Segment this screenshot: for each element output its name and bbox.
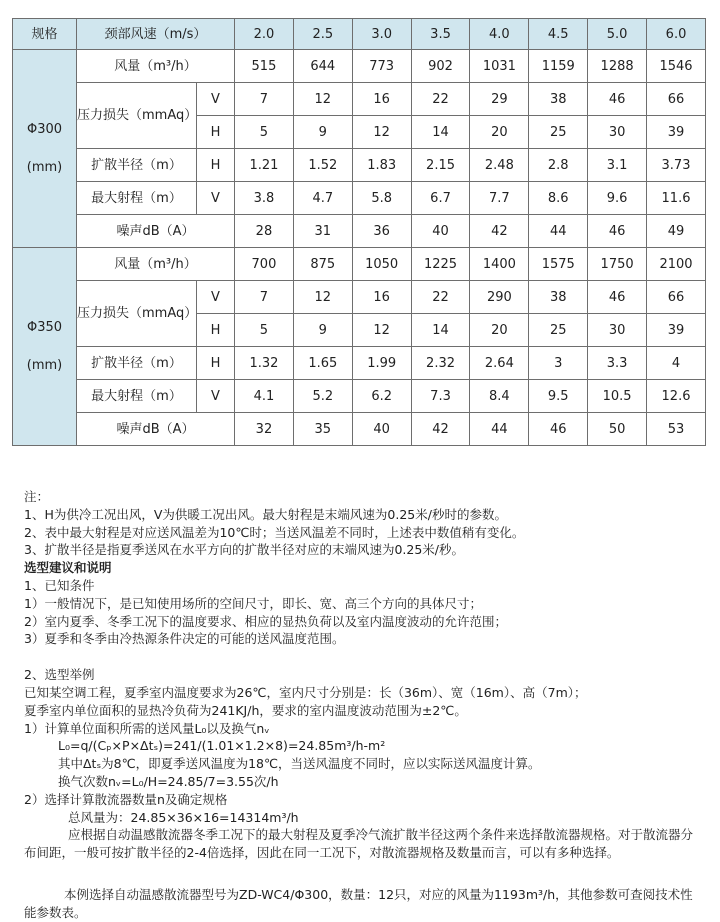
value-cell: 1750 (588, 248, 647, 281)
value-cell: 773 (352, 50, 411, 83)
value-cell: 12 (293, 281, 352, 314)
spec-table (12, 18, 706, 446)
selection-result: 本例选择自动温感散流器型号为ZD-WC4/Φ300，数量：12只，对应的风量为1193m³/h，其他参数可查阅技术性能参数表。 (24, 886, 693, 920)
value-cell: 50 (588, 413, 647, 446)
value-cell: 8.6 (529, 182, 588, 215)
row-side-v: V (197, 182, 235, 215)
value-cell: 39 (647, 314, 706, 347)
known-conditions-title: 1、已知条件 (24, 577, 95, 593)
value-cell: 12 (293, 83, 352, 116)
example-step-2: 2）选择计算散流器数量n及确定规格 (24, 791, 228, 807)
example-line-a: 已知某空调工程，夏季室内温度要求为26℃，室内尺寸分别是：长（36m）、宽（16m）、高（7m）； (24, 684, 587, 700)
row-label-pressure: 压力损失（mmAq） (77, 281, 197, 347)
value-cell: 14 (411, 116, 470, 149)
header-speed: 3.5 (411, 19, 470, 50)
value-cell: 6.2 (352, 380, 411, 413)
row-label-noise: 噪声dB（A） (77, 413, 235, 446)
formula-note: 其中Δtₛ为8℃，即夏季送风温度为18℃，当送风温度不同时，应以实际送风温度计算。 (58, 756, 541, 772)
value-cell: 22 (411, 83, 470, 116)
value-cell: 9.5 (529, 380, 588, 413)
value-cell: 1225 (411, 248, 470, 281)
row-side-h: H (197, 347, 235, 380)
value-cell: 1050 (352, 248, 411, 281)
value-cell: 36 (352, 215, 411, 248)
value-cell: 16 (352, 83, 411, 116)
notes-title: 注： (24, 489, 50, 504)
row-label-noise: 噪声dB（A） (77, 215, 235, 248)
row-side-v: V (197, 83, 235, 116)
value-cell: 39 (647, 116, 706, 149)
value-cell: 25 (529, 116, 588, 149)
header-speed: 3.0 (352, 19, 411, 50)
example-title: 2、选型举例 (24, 667, 95, 683)
row-side-v: V (197, 281, 235, 314)
row-label-radius: 扩散半径（m） (77, 149, 197, 182)
value-cell: 32 (235, 413, 294, 446)
model-unit: (mm) (26, 159, 63, 175)
value-cell: 2.32 (411, 347, 470, 380)
row-side-h: H (197, 116, 235, 149)
value-cell: 66 (647, 83, 706, 116)
value-cell: 3.8 (235, 182, 294, 215)
table-row (13, 149, 706, 182)
value-cell: 40 (411, 215, 470, 248)
value-cell: 42 (411, 413, 470, 446)
model-cell (13, 50, 77, 248)
value-cell: 7 (235, 281, 294, 314)
known-condition-2: 2）室内夏季、冬季工况下的温度要求、相应的显热负荷以及室内温度波动的允许范围； (24, 613, 507, 629)
value-cell: 30 (588, 314, 647, 347)
value-cell: 20 (470, 116, 529, 149)
value-cell: 38 (529, 83, 588, 116)
header-speed: 2.5 (293, 19, 352, 50)
value-cell: 38 (529, 281, 588, 314)
value-cell: 5 (235, 116, 294, 149)
value-cell: 7.7 (470, 182, 529, 215)
row-side-h: H (197, 314, 235, 347)
value-cell: 2.64 (470, 347, 529, 380)
value-cell: 35 (293, 413, 352, 446)
value-cell: 66 (647, 281, 706, 314)
value-cell: 3.73 (647, 149, 706, 182)
value-cell: 7 (235, 83, 294, 116)
header-speed: 5.0 (588, 19, 647, 50)
value-cell: 1546 (647, 50, 706, 83)
formula-air-changes: 换气次数nᵥ=L₀/H=24.85/7=3.55次/h (58, 773, 279, 789)
value-cell: 1.99 (352, 347, 411, 380)
value-cell: 1.52 (293, 149, 352, 182)
header-neck-speed: 颈部风速（m/s） (77, 19, 235, 50)
value-cell: 29 (470, 83, 529, 116)
note-1: 1、H为供冷工况出风，V为供暖工况出风。最大射程是末端风速为0.25米/秒时的参数。 (24, 506, 507, 522)
section-title: 选型建议和说明 (24, 560, 112, 576)
value-cell: 40 (352, 413, 411, 446)
value-cell: 44 (470, 413, 529, 446)
value-cell: 4.7 (293, 182, 352, 215)
known-condition-3: 3）夏季和冬季由冷热源条件决定的可能的送风温度范围。 (24, 631, 345, 647)
value-cell: 12 (352, 116, 411, 149)
note-2: 2、表中最大射程是对应送风温差为10℃时；当送风温差不同时，上述表中数值稍有变化。 (24, 524, 525, 540)
value-cell: 12 (352, 314, 411, 347)
value-cell: 42 (470, 215, 529, 248)
value-cell: 6.7 (411, 182, 470, 215)
value-cell: 644 (293, 50, 352, 83)
value-cell: 1.32 (235, 347, 294, 380)
value-cell: 14 (411, 314, 470, 347)
value-cell: 515 (235, 50, 294, 83)
value-cell: 2.8 (529, 149, 588, 182)
value-cell: 1.65 (293, 347, 352, 380)
value-cell: 1031 (470, 50, 529, 83)
table-row (13, 248, 706, 281)
table-header-row (13, 19, 706, 50)
value-cell: 11.6 (647, 182, 706, 215)
table-row (13, 347, 706, 380)
value-cell: 46 (588, 281, 647, 314)
row-label-airflow: 风量（m³/h） (77, 248, 235, 281)
model-cell (13, 248, 77, 446)
value-cell: 1.21 (235, 149, 294, 182)
header-speed: 4.5 (529, 19, 588, 50)
value-cell: 902 (411, 50, 470, 83)
note-3: 3、扩散半径是指夏季送风在水平方向的扩散半径对应的末端风速为0.25米/秒。 (24, 542, 464, 558)
value-cell: 2.48 (470, 149, 529, 182)
value-cell: 9 (293, 314, 352, 347)
table-row (13, 182, 706, 215)
table-row (13, 281, 706, 314)
value-cell: 46 (588, 215, 647, 248)
value-cell: 9.6 (588, 182, 647, 215)
selection-explanation: 应根据自动温感散流器冬季工况下的最大射程及夏季冷气流扩散半径这两个条件来选择散流器规格。对于散流器分布间距，一般可按扩散半径的2-4倍选择，因此在同一工况下，对散流器规格及数量而言，可以有多种选择。 (24, 827, 694, 861)
model-unit: (mm) (26, 357, 63, 373)
value-cell: 53 (647, 413, 706, 446)
value-cell: 30 (588, 116, 647, 149)
header-model: 规格 (13, 19, 77, 50)
value-cell: 5.8 (352, 182, 411, 215)
value-cell: 1400 (470, 248, 529, 281)
row-label-radius: 扩散半径（m） (77, 347, 197, 380)
table-row (13, 413, 706, 446)
value-cell: 1.83 (352, 149, 411, 182)
value-cell: 1159 (529, 50, 588, 83)
value-cell: 10.5 (588, 380, 647, 413)
value-cell: 9 (293, 116, 352, 149)
value-cell: 875 (293, 248, 352, 281)
value-cell: 1575 (529, 248, 588, 281)
value-cell: 44 (529, 215, 588, 248)
table-body (13, 50, 706, 446)
table-row (13, 50, 706, 83)
value-cell: 3 (529, 347, 588, 380)
value-cell: 46 (529, 413, 588, 446)
table-row (13, 215, 706, 248)
value-cell: 290 (470, 281, 529, 314)
table-row (13, 380, 706, 413)
value-cell: 31 (293, 215, 352, 248)
row-side-v: V (197, 380, 235, 413)
table-row (13, 83, 706, 116)
value-cell: 25 (529, 314, 588, 347)
notes-section (24, 488, 704, 922)
known-condition-1: 1）一般情况下，是已知使用场所的空间尺寸，即长、宽、高三个方向的具体尺寸； (24, 595, 482, 611)
row-label-throw: 最大射程（m） (77, 380, 197, 413)
example-line-b: 夏季室内单位面积的显热冷负荷为241KJ/h，要求的室内温度波动范围为±2℃。 (24, 702, 467, 718)
value-cell: 22 (411, 281, 470, 314)
value-cell: 5 (235, 314, 294, 347)
row-label-throw: 最大射程（m） (77, 182, 197, 215)
value-cell: 46 (588, 83, 647, 116)
value-cell: 20 (470, 314, 529, 347)
row-side-h: H (197, 149, 235, 182)
value-cell: 1288 (588, 50, 647, 83)
value-cell: 700 (235, 248, 294, 281)
value-cell: 12.6 (647, 380, 706, 413)
header-speed: 4.0 (470, 19, 529, 50)
value-cell: 4.1 (235, 380, 294, 413)
example-step-1: 1）计算单位面积所需的送风量L₀以及换气nᵥ (24, 720, 270, 736)
formula-airflow: L₀=q/(Cₚ×P×Δtₛ)=241/(1.01×1.2×8)=24.85m³/h-m² (58, 738, 386, 754)
row-label-airflow: 风量（m³/h） (77, 50, 235, 83)
value-cell: 4 (647, 347, 706, 380)
model-size: Φ350 (26, 319, 63, 335)
value-cell: 8.4 (470, 380, 529, 413)
value-cell: 5.2 (293, 380, 352, 413)
header-speed: 6.0 (647, 19, 706, 50)
header-speed: 2.0 (235, 19, 294, 50)
value-cell: 3.1 (588, 149, 647, 182)
total-airflow: 总风量为：24.85×36×16=14314m³/h (68, 809, 299, 825)
value-cell: 49 (647, 215, 706, 248)
model-size: Φ300 (26, 121, 63, 137)
value-cell: 16 (352, 281, 411, 314)
value-cell: 2100 (647, 248, 706, 281)
value-cell: 7.3 (411, 380, 470, 413)
value-cell: 3.3 (588, 347, 647, 380)
value-cell: 28 (235, 215, 294, 248)
value-cell: 2.15 (411, 149, 470, 182)
row-label-pressure: 压力损失（mmAq） (77, 83, 197, 149)
